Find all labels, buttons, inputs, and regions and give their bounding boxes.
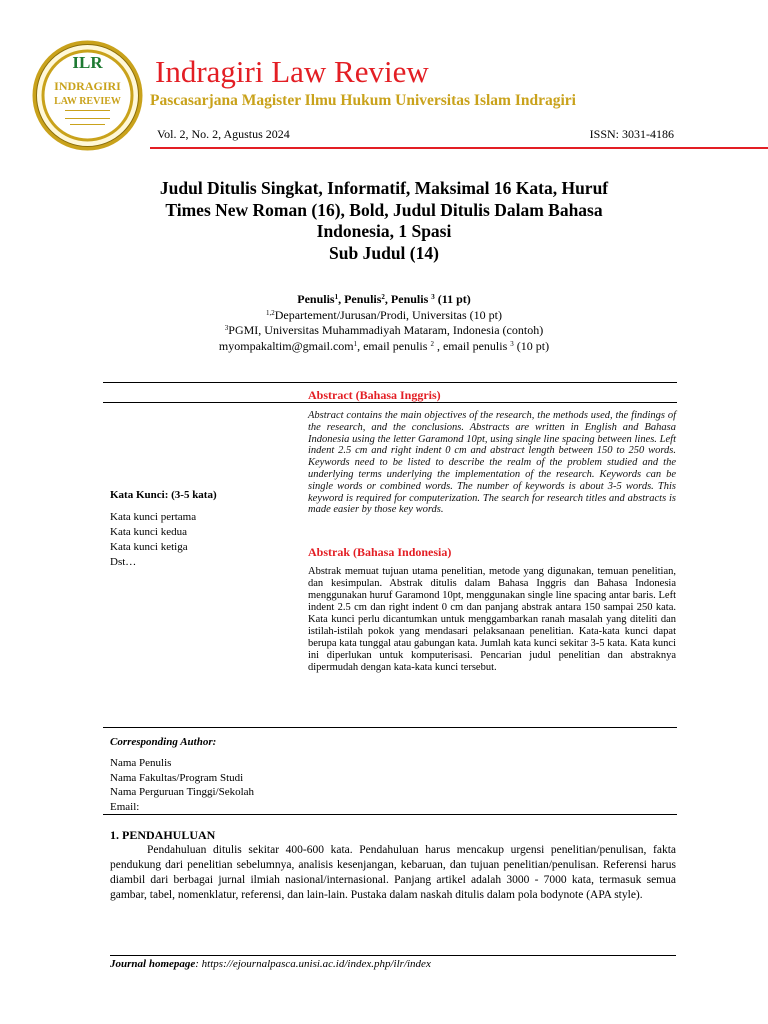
homepage-link[interactable]: : https://ejournalpasca.unisi.ac.id/index.php/ilr/index <box>195 958 431 970</box>
author-emails: myompakaltim@gmail.com$^1$, email penulis $^2$ , email penulis $^3$ (10 pt) <box>218 338 550 353</box>
corresponding-author-list <box>110 756 254 814</box>
keyword-item: Dst… <box>110 556 137 568</box>
abstract-id-text: Abstrak memuat tujuan utama penelitian, metode yang digunakan, temuan penelitian, dan kesimpulan. Abstrak ditulis dalam Bahasa Inggris dan Bahasa Indonesia menggunakan huruf Garamond 10pt, menggunakan single line spacing antar baris. Left indent 2.5 cm dan right indent 0 cm dan panjang abstrak antara 150 sampai 250 kata. Kata kunci perlu dicantumkan untuk menggambarkan ranah masalah yang diteliti dan istilah-istilah pokok yang mendasari pelaksanaan penelitian. Kata-kata kunci dapat berupa kata tunggal atau gabungan kata. Jumlah kata kunci sekitar 3-5 kata. Kata kunci ini diperlukan untuk komputerisasi. Pencarian judul penelitian dan abstraknya dipermudah dengan kata-kata kunci tersebut. <box>308 566 676 673</box>
journal-subtitle: Pascasarjana Magister Ilmu Hukum Universitas Islam Indragiri <box>150 92 576 109</box>
keywords-label: Kata Kunci: (3-5 kata) <box>110 489 217 501</box>
table-bottom-rule <box>103 814 677 815</box>
affiliation-2: $^3$PGMI, Universitas Muhammadiyah Mataram, Indonesia (contoh) <box>224 323 544 337</box>
corresponding-item: Email: <box>110 800 140 813</box>
svg-text:INDRAGIRI: INDRAGIRI <box>54 79 121 93</box>
volume-info: Vol. 2, No. 2, Agustus 2024 <box>157 127 290 141</box>
corresponding-item: Nama Penulis <box>110 757 172 769</box>
journal-logo <box>30 38 145 153</box>
header-divider <box>150 147 768 149</box>
title-line: Judul Ditulis Singkat, Informatif, Maksimal 16 Kata, Huruf <box>159 178 609 198</box>
homepage-label: Journal homepage <box>110 958 196 970</box>
svg-text:LAW REVIEW: LAW REVIEW <box>54 96 121 107</box>
keyword-item: Kata kunci kedua <box>110 526 187 538</box>
keyword-item: Kata kunci pertama <box>110 511 197 523</box>
journal-title: Indragiri Law Review <box>155 54 429 89</box>
corresponding-item: Nama Fakultas/Program Studi <box>110 771 244 784</box>
table-top-rule <box>103 382 677 383</box>
affiliation-1: $^{1,2}$Departement/Jurusan/Prodi, Universitas (10 pt) <box>265 307 503 322</box>
authors-block <box>90 292 678 354</box>
table-mid-rule <box>103 727 677 728</box>
paper-title <box>90 178 678 264</box>
abstract-en-text: Abstract contains the main objectives of the research, the methods used, the findings of the research, and the conclusions. Abstracts are written in English and Bahasa Indonesia using the letter Garamond 10pt, using single line spacing between lines. Left indent 2.5 cm and right indent 0 cm and abstract length between 150 to 250 words. Keywords need to be listed to describe the realm of the problem studied and the underlying terms underlying the implementation of the research. Keywords can be single words or combined words. The number of keywords is about 3-5 words. This keyword is required for computerization. The search for research titles and abstracts is made easier by those key words. <box>308 410 676 516</box>
footer-rule <box>110 955 676 956</box>
title-line: Indonesia, 1 Spasi <box>316 221 452 241</box>
abstract-en-heading: Abstract (Bahasa Inggris) <box>308 388 441 402</box>
keyword-item: Kata kunci ketiga <box>110 541 188 553</box>
corresponding-item: Nama Perguruan Tinggi/Sekolah <box>110 786 255 798</box>
subtitle-line: Sub Judul (14) <box>329 242 439 263</box>
svg-text:ILR: ILR <box>72 53 103 72</box>
keywords-list <box>110 510 196 570</box>
issn: ISSN: 3031-4186 <box>589 127 674 141</box>
abstract-id-heading: Abstrak (Bahasa Indonesia) <box>308 545 452 559</box>
author-names: Penulis$^1$, Penulis$^2$, Penulis $^3$ (11 pt) <box>297 292 471 306</box>
journal-homepage <box>110 958 431 970</box>
intro-paragraph: Pendahuluan ditulis sekitar 400-600 kata. Pendahuluan harus mencakup urgensi penelitian/penulisan, fakta pendukung dari penelitian sebelumnya, analisis kesenjangan, kebaruan, dan tujuan penelitian/penulisan. Referensi harus diambil dari berbagai jurnal ilmiah nasional/internasional. Panjang artikel adalah 3000 - 7000 kata, termasuk semua gambar, tabel, nomenklatur, referensi, dan lain-lain. Pustaka dalam naskah ditulis dalam pola bodynote (APA style). <box>110 844 676 901</box>
title-line: Times New Roman (16), Bold, Judul Ditulis Dalam Bahasa <box>165 199 603 220</box>
corresponding-author-label: Corresponding Author: <box>110 736 217 748</box>
section-heading: 1. PENDAHULUAN <box>110 828 216 842</box>
